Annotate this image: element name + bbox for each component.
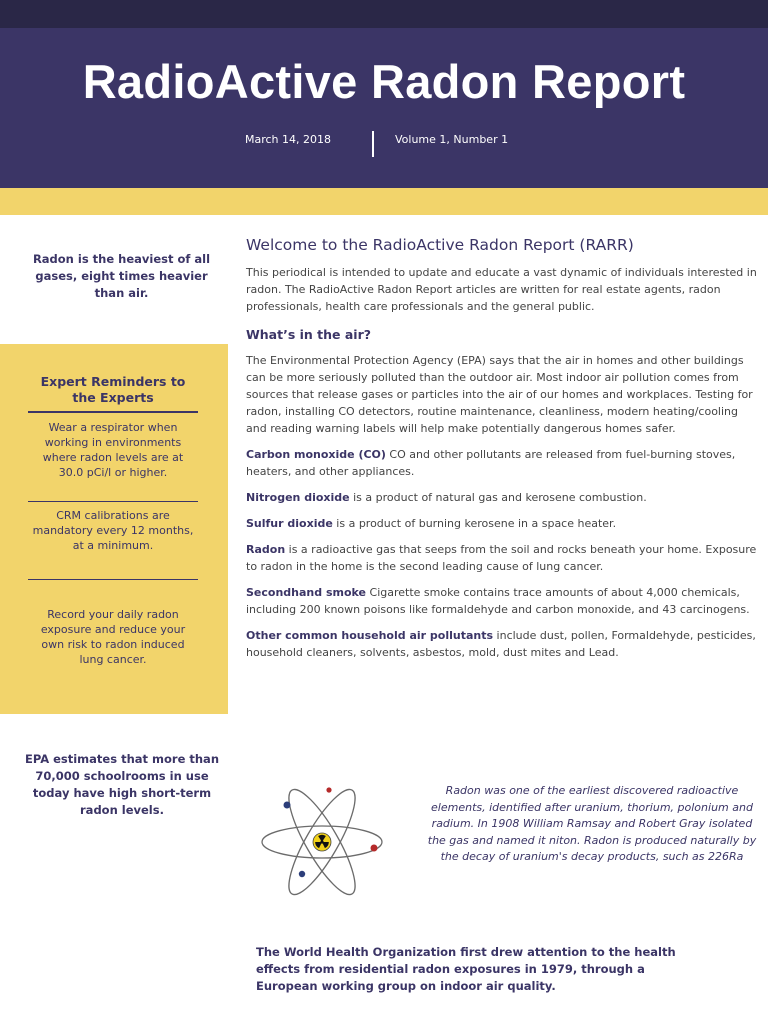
pollutant-term: Sulfur dioxide [246,517,333,530]
newsletter-title: RadioActive Radon Report [82,55,686,108]
atom-radiation-icon [255,772,390,912]
masthead-divider [372,131,374,157]
sidebar-fact-top: Radon is the heaviest of all gases, eight times heavier than air. [32,252,211,300]
expert-reminders-heading: Expert Reminders to the Experts [40,374,186,405]
pollutant-item [246,627,758,661]
epa-paragraph: The Environmental Protection Agency (EPA) says that the air in homes and other buildings can be more seriously polluted than the outdoor air. Most indoor air pollution comes from sources that release gases or particles into the air of our homes and workplaces. Testing for radon, installing CO detectors, routine maintenance, cleanliness, modern heating/cooling and reading warning labels will help make potentially dangerous homes safer. [246,354,753,435]
pollutant-text: CO and other pollutants are released from fuel-burning stoves, heaters, and other appliances. [246,448,736,478]
pollutant-term: Radon [246,543,286,556]
pollutant-text: is a product of burning kerosene in a space heater. [332,517,617,530]
article-heading: Welcome to the RadioActive Radon Report (RARR) [246,236,634,254]
reminder-item: Wear a respirator when working in environments where radon levels are at 30.0 pCi/l or higher. [42,421,184,479]
gold-band [0,188,768,215]
issue-date: March 14, 2018 [245,133,332,146]
reminder-item: CRM calibrations are mandatory every 12 months, at a minimum. [32,509,194,552]
pollutant-item [246,446,758,480]
reminder-divider [28,501,198,502]
pollutant-term: Secondhand smoke [246,586,367,599]
section-heading: What’s in the air? [246,327,372,342]
pollutant-item [246,515,758,532]
top-bar [0,0,768,28]
pollutant-text: is a product of natural gas and kerosene combustion. [349,491,647,504]
pollutant-item [246,489,758,506]
issue-volume: Volume 1, Number 1 [395,133,509,146]
main-article [246,236,758,670]
pollutant-term: Carbon monoxide (CO) [246,448,386,461]
pollutant-item [246,584,758,618]
who-note: The World Health Organization first drew attention to the health effects from residential radon exposures in 1979, through a European working group on indoor air quality. [256,945,676,993]
pollutant-item [246,541,758,575]
sidebar-fact-bottom: EPA estimates that more than 70,000 schoolrooms in use today have high short-term radon levels. [24,752,220,817]
reminder-divider [28,579,198,580]
pollutant-term: Nitrogen dioxide [246,491,350,504]
pollutant-term: Other common household air pollutants [246,629,494,642]
pollutant-text: include dust, pollen, Formaldehyde, pesticides, household cleaners, solvents, asbestos, mold, dust mites and Lead. [246,629,756,659]
pollutant-text: is a radioactive gas that seeps from the soil and rocks beneath your home. Exposure to radon in the home is the second leading cause of lung cancer. [246,543,757,573]
figure-caption: Radon was one of the earliest discovered radioactive elements, identified after uranium, thorium, polonium and radium. In 1908 William Ramsay and Robert Gray isolated the gas and named it niton. Radon is produced naturally by the decay of uranium's decay products, such as 226Ra [427,784,757,863]
reminder-item: Record your daily radon exposure and reduce your own risk to radon induced lung cancer. [40,608,186,666]
intro-paragraph: This periodical is intended to update and educate a vast dynamic of individuals interested in radon. The RadioActive Radon Report articles are written for real estate agents, radon professionals, health care professionals and the general public. [246,266,757,313]
pollutant-text: Cigarette smoke contains trace amounts of about 4,000 chemicals, including 200 known poisons like formaldehyde and carbon monoxide, and 43 carcinogens. [246,586,750,616]
reminder-divider [28,411,198,413]
